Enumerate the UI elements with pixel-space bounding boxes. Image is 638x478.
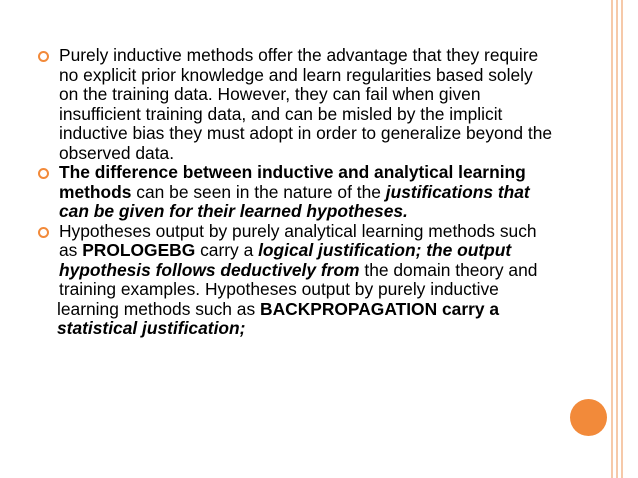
decorative-rule <box>621 0 623 478</box>
bold-italic-phrase: logical justification; the output hypothesis follows deductively from <box>59 240 512 280</box>
continuation-text <box>38 300 556 339</box>
bullet-text: Hypotheses output by purely analytical learning methods such as <box>59 220 537 260</box>
bold-italic-phrase: justifications that can be given for their learned hypotheses. <box>59 181 530 221</box>
slide-body <box>38 46 556 339</box>
decorative-rule <box>611 0 613 478</box>
bullet-item <box>38 46 556 163</box>
accent-circle <box>570 399 607 436</box>
bullet-ring-icon <box>38 227 49 238</box>
bold-phrase: The difference between inductive and analytical learning methods <box>59 162 526 202</box>
bullet-ring-icon <box>38 51 49 62</box>
bullet-text: Purely inductive methods offer the advantage that they require no explicit prior knowledge and learn regularities based solely on the training data. However, they can fail when given insufficient training data, and can be misled by the implicit inductive bias they must adopt in order to generalize beyond the observed data. <box>59 45 553 163</box>
bullet-item <box>38 163 556 222</box>
bullet-text: learning methods such as <box>57 298 261 319</box>
bullet-text: the domain theory and training examples. Hypotheses output by purely inductive <box>59 259 538 299</box>
bullet-text: carry a <box>195 240 259 260</box>
decorative-rule <box>616 0 618 478</box>
bold-phrase: PROLOGEBG <box>82 240 196 260</box>
bullet-item <box>38 222 556 300</box>
bullet-text: can be seen in the nature of the <box>131 181 386 202</box>
bullet-ring-icon <box>38 168 49 179</box>
bold-italic-phrase: statistical justification; <box>57 318 246 338</box>
bold-phrase: BACKPROPAGATION carry a <box>260 298 500 319</box>
